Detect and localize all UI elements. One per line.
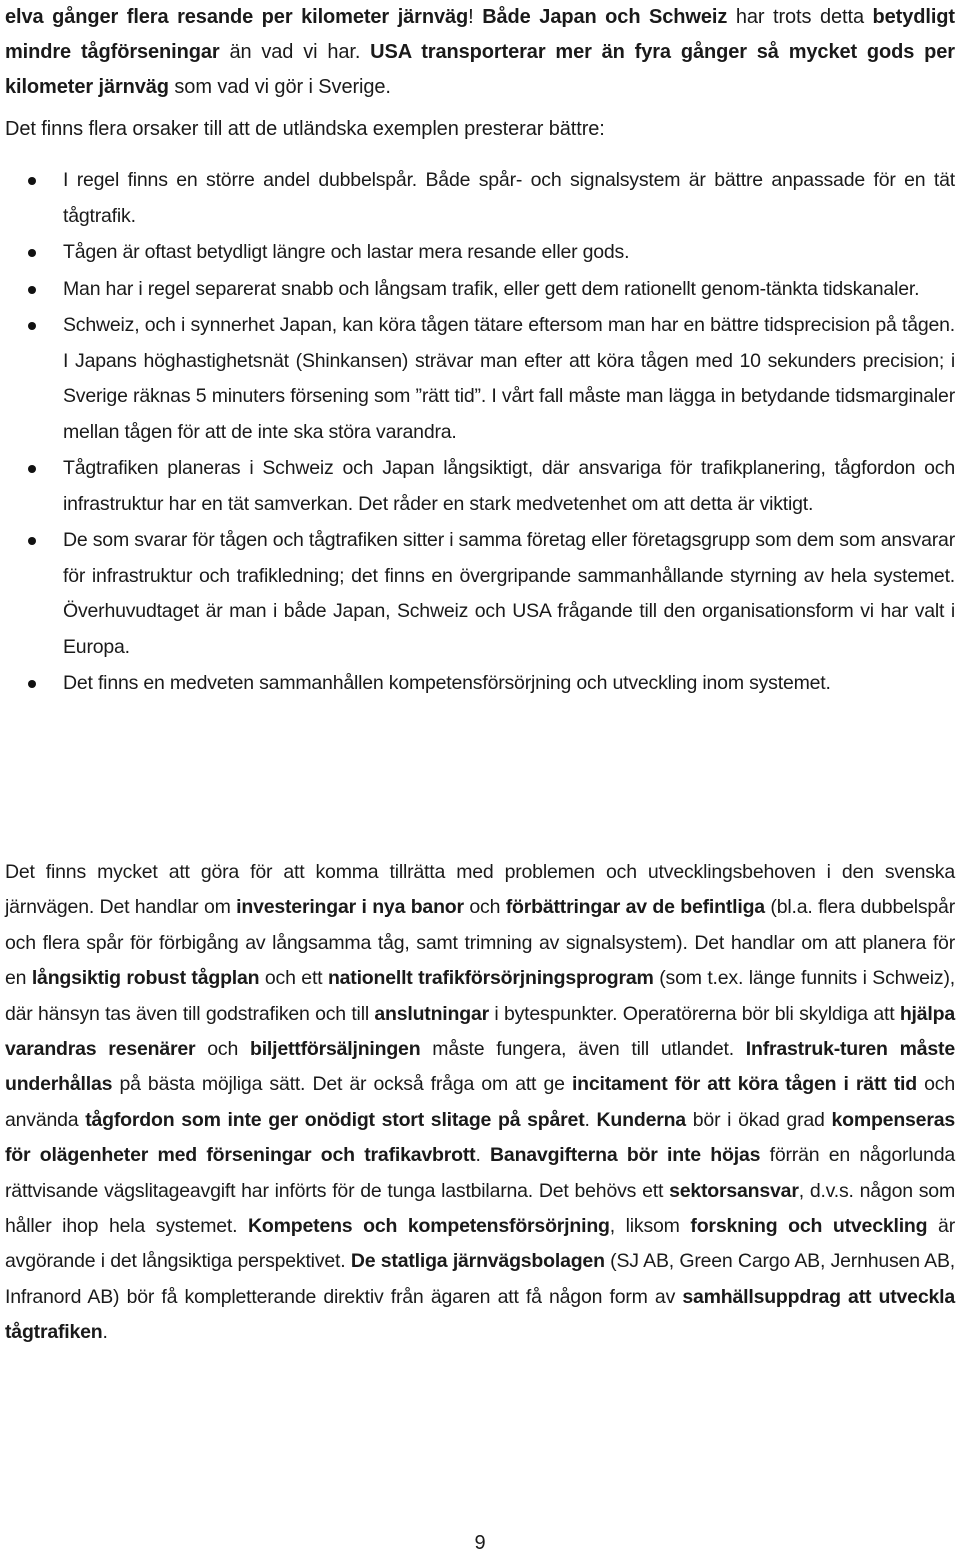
top-paragraph <box>5 0 955 105</box>
bullet-icon <box>28 177 36 185</box>
list-item <box>0 308 955 450</box>
intro-line: Det finns flera orsaker till att de utländska exemplen presterar bättre: <box>5 118 605 140</box>
top-paragraph-block <box>5 0 955 147</box>
closing-paragraph <box>5 855 955 1351</box>
text-run: på bästa möjliga sätt. Det är också fråga om att ge <box>112 1073 572 1096</box>
text-run: och ett <box>259 967 328 990</box>
bold-phrase: tågfordon som inte ger onödigt stort slitage på spåret <box>85 1108 585 1131</box>
bold-phrase: nationellt trafikförsörjningsprogram <box>327 967 654 990</box>
bold-phrase: Banavgifterna bör inte höjas <box>490 1144 761 1167</box>
text-run: som vad vi gör i Sverige. <box>168 76 391 98</box>
text-run: är avgörande i det långsiktiga perspektivet. <box>5 1215 955 1273</box>
text-run: förrän en någorlunda rättvisande vägslitageavgift har införts för de tunga lastbilarna. Det behövs ett <box>5 1144 955 1202</box>
text-run: (bl.a. flera dubbelspår och flera spår för förbigång av långsamma tåg, samt trimning av signalsystem). Det handlar om att planera för en <box>5 896 956 990</box>
bold-phrase: långsiktig robust tågplan <box>31 967 260 990</box>
list-item-text: De som svarar för tågen och tågtrafiken sitter i samma företag eller företagsgrupp som dem som ansvarar för infrastruktur och trafikledning; det finns en övergripande sammanhållande styrning av hela systemet. Överhuvudtaget är man i både Japan, Schweiz och USA frågande till den organisationsform vi har valt i Europa. <box>63 529 955 658</box>
text-run <box>531 6 540 28</box>
bold-phrase: förbättringar av de befintliga <box>505 896 765 919</box>
list-item <box>0 523 955 665</box>
list-item-text: Schweiz, och i synnerhet Japan, kan köra tågen tätare eftersom man har en bättre tidsprecision på tågen. I Japans höghastighetsnät (Shinkansen) strävar man efter att köra tågen med 10 sekunders precision; i Sverige räknas 5 minuters försening som ”rätt tid”. I vårt fall måste man lägga in betydande tidsmarginaler mellan tågen för att de inte ska störa varandra. <box>63 314 955 443</box>
bullet-icon <box>28 322 36 330</box>
text-run: i bytespunkter. Operatörerna bör bli skyldiga att <box>489 1002 900 1025</box>
bold-phrase: elva gånger flera resande per kilometer järnväg <box>5 6 469 28</box>
text-run: måste fungera, även till utlandet. <box>420 1038 746 1061</box>
list-item-text: Tågtrafiken planeras i Schweiz och Japan långsiktigt, där ansvariga för trafikplanering, tågfordon och infrastruktur har en tät samverkan. Det råder en stark medvetenhet om att detta är viktigt. <box>63 457 955 515</box>
list-item <box>0 163 955 234</box>
bold-phrase: incitament för att köra tågen i rätt tid <box>571 1073 917 1096</box>
text-run: . <box>102 1321 108 1344</box>
text-run: , liksom <box>609 1215 691 1238</box>
text-run: , d.v.s. någon som håller ihop hela systemet. <box>5 1179 955 1238</box>
bold-phrase: sektorsansvar <box>669 1179 799 1202</box>
bold-phrase: hjälpa varandras resenärer <box>5 1002 955 1061</box>
bold-phrase: Både <box>482 6 531 28</box>
text-run: (som t.ex. länge funnits i Schweiz), där hänsyn tas även till godstrafiken och till <box>5 967 955 1025</box>
text-run: ! <box>468 6 483 28</box>
reasons-bullet-list <box>0 163 955 703</box>
bold-phrase: Kompetens och kompetensförsörjning <box>248 1215 610 1238</box>
list-item-text: Tågen är oftast betydligt längre och lastar mera resande eller gods. <box>63 241 630 263</box>
page-number: 9 <box>474 1532 486 1554</box>
bold-phrase: samhällsuppdrag att utveckla tågtrafiken <box>5 1285 955 1344</box>
list-item <box>0 451 955 522</box>
bullet-icon <box>28 286 36 294</box>
list-item-text: I regel finns en större andel dubbelspår. Både spår- och signalsystem är bättre anpassade för en tät tågtrafik. <box>63 169 955 227</box>
bold-phrase: biljettförsäljningen <box>249 1038 421 1061</box>
bold-phrase: betydligt mindre tågförseningar <box>5 6 955 63</box>
bold-phrase: Infrastruk-turen måste underhållas <box>5 1038 955 1096</box>
bold-phrase: De statliga järnvägsbolagen <box>350 1250 605 1273</box>
text-run: Det finns mycket att göra för att komma tillrätta med problemen och utvecklingsbehoven i den svenska järnvägen. Det handlar om <box>5 861 955 919</box>
list-item-text: Det finns en medveten sammanhållen kompetensförsörjning och utveckling inom systemet. <box>63 672 831 694</box>
bold-phrase: kompenseras för olägenheter med förseningar och trafikavbrott <box>5 1108 955 1167</box>
list-item-text: Man har i regel separerat snabb och långsam trafik, eller gett dem rationellt genom-tänkta tidskanaler. <box>63 277 920 300</box>
bullet-icon <box>28 537 36 545</box>
text-run: (SJ AB, Green Cargo AB, Jernhusen AB, Infranord AB) bör få kompletterande direktiv från ägaren att få någon form av <box>5 1250 955 1308</box>
text-run: . <box>584 1108 597 1131</box>
bold-phrase: investeringar i nya banor <box>236 896 464 919</box>
bold-phrase: Japan och Schweiz <box>539 6 728 28</box>
text-run: . <box>475 1144 491 1167</box>
bold-phrase: Kunderna <box>596 1108 686 1131</box>
bold-phrase: anslutningar <box>374 1002 489 1025</box>
bold-phrase: USA transporterar mer än fyra gånger så mycket gods per kilometer järnväg <box>5 41 955 98</box>
list-item <box>0 235 955 271</box>
bullet-icon <box>28 680 36 688</box>
text-run: bör i ökad grad <box>685 1108 832 1131</box>
bullet-icon <box>28 249 36 257</box>
bold-phrase: forskning och utveckling <box>690 1215 928 1238</box>
text-run: och <box>463 896 506 919</box>
text-run: och <box>195 1038 250 1061</box>
bullet-icon <box>28 465 36 473</box>
list-item <box>0 272 955 308</box>
text-run: har trots detta <box>727 6 873 28</box>
list-item <box>0 666 955 702</box>
text-run: och använda <box>5 1073 955 1131</box>
text-run: än vad vi har. <box>219 41 371 63</box>
